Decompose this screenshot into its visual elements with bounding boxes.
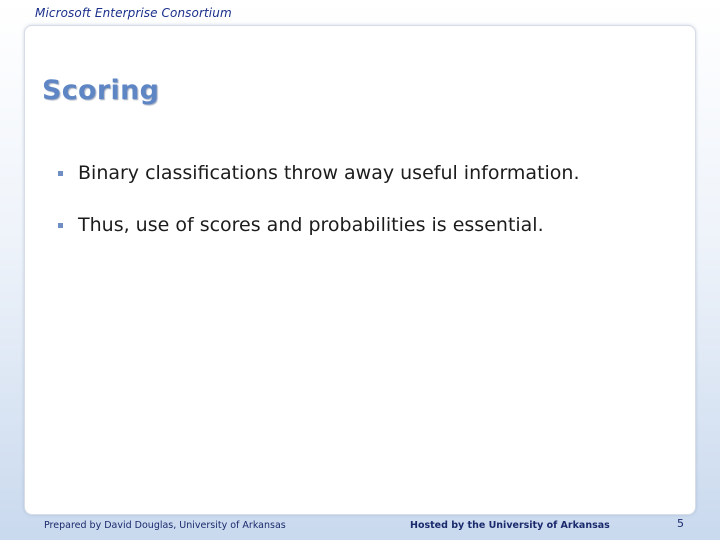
bullet-item [58, 214, 678, 266]
square-bullet-icon [58, 171, 63, 176]
bullet-text: Binary classifications throw away useful information. [78, 162, 580, 184]
bullet-text: Thus, use of scores and probabilities is essential. [78, 214, 544, 236]
bullet-list [58, 162, 678, 266]
bullet-item [58, 162, 678, 214]
square-bullet-icon [58, 223, 63, 228]
slide-title: Scoring [42, 75, 160, 106]
footer-hosted-by: Hosted by the University of Arkansas [410, 520, 610, 531]
page-number: 5 [677, 517, 684, 530]
header-organization: Microsoft Enterprise Consortium [35, 6, 232, 20]
footer-prepared-by: Prepared by David Douglas, University of Arkansas [44, 520, 286, 531]
